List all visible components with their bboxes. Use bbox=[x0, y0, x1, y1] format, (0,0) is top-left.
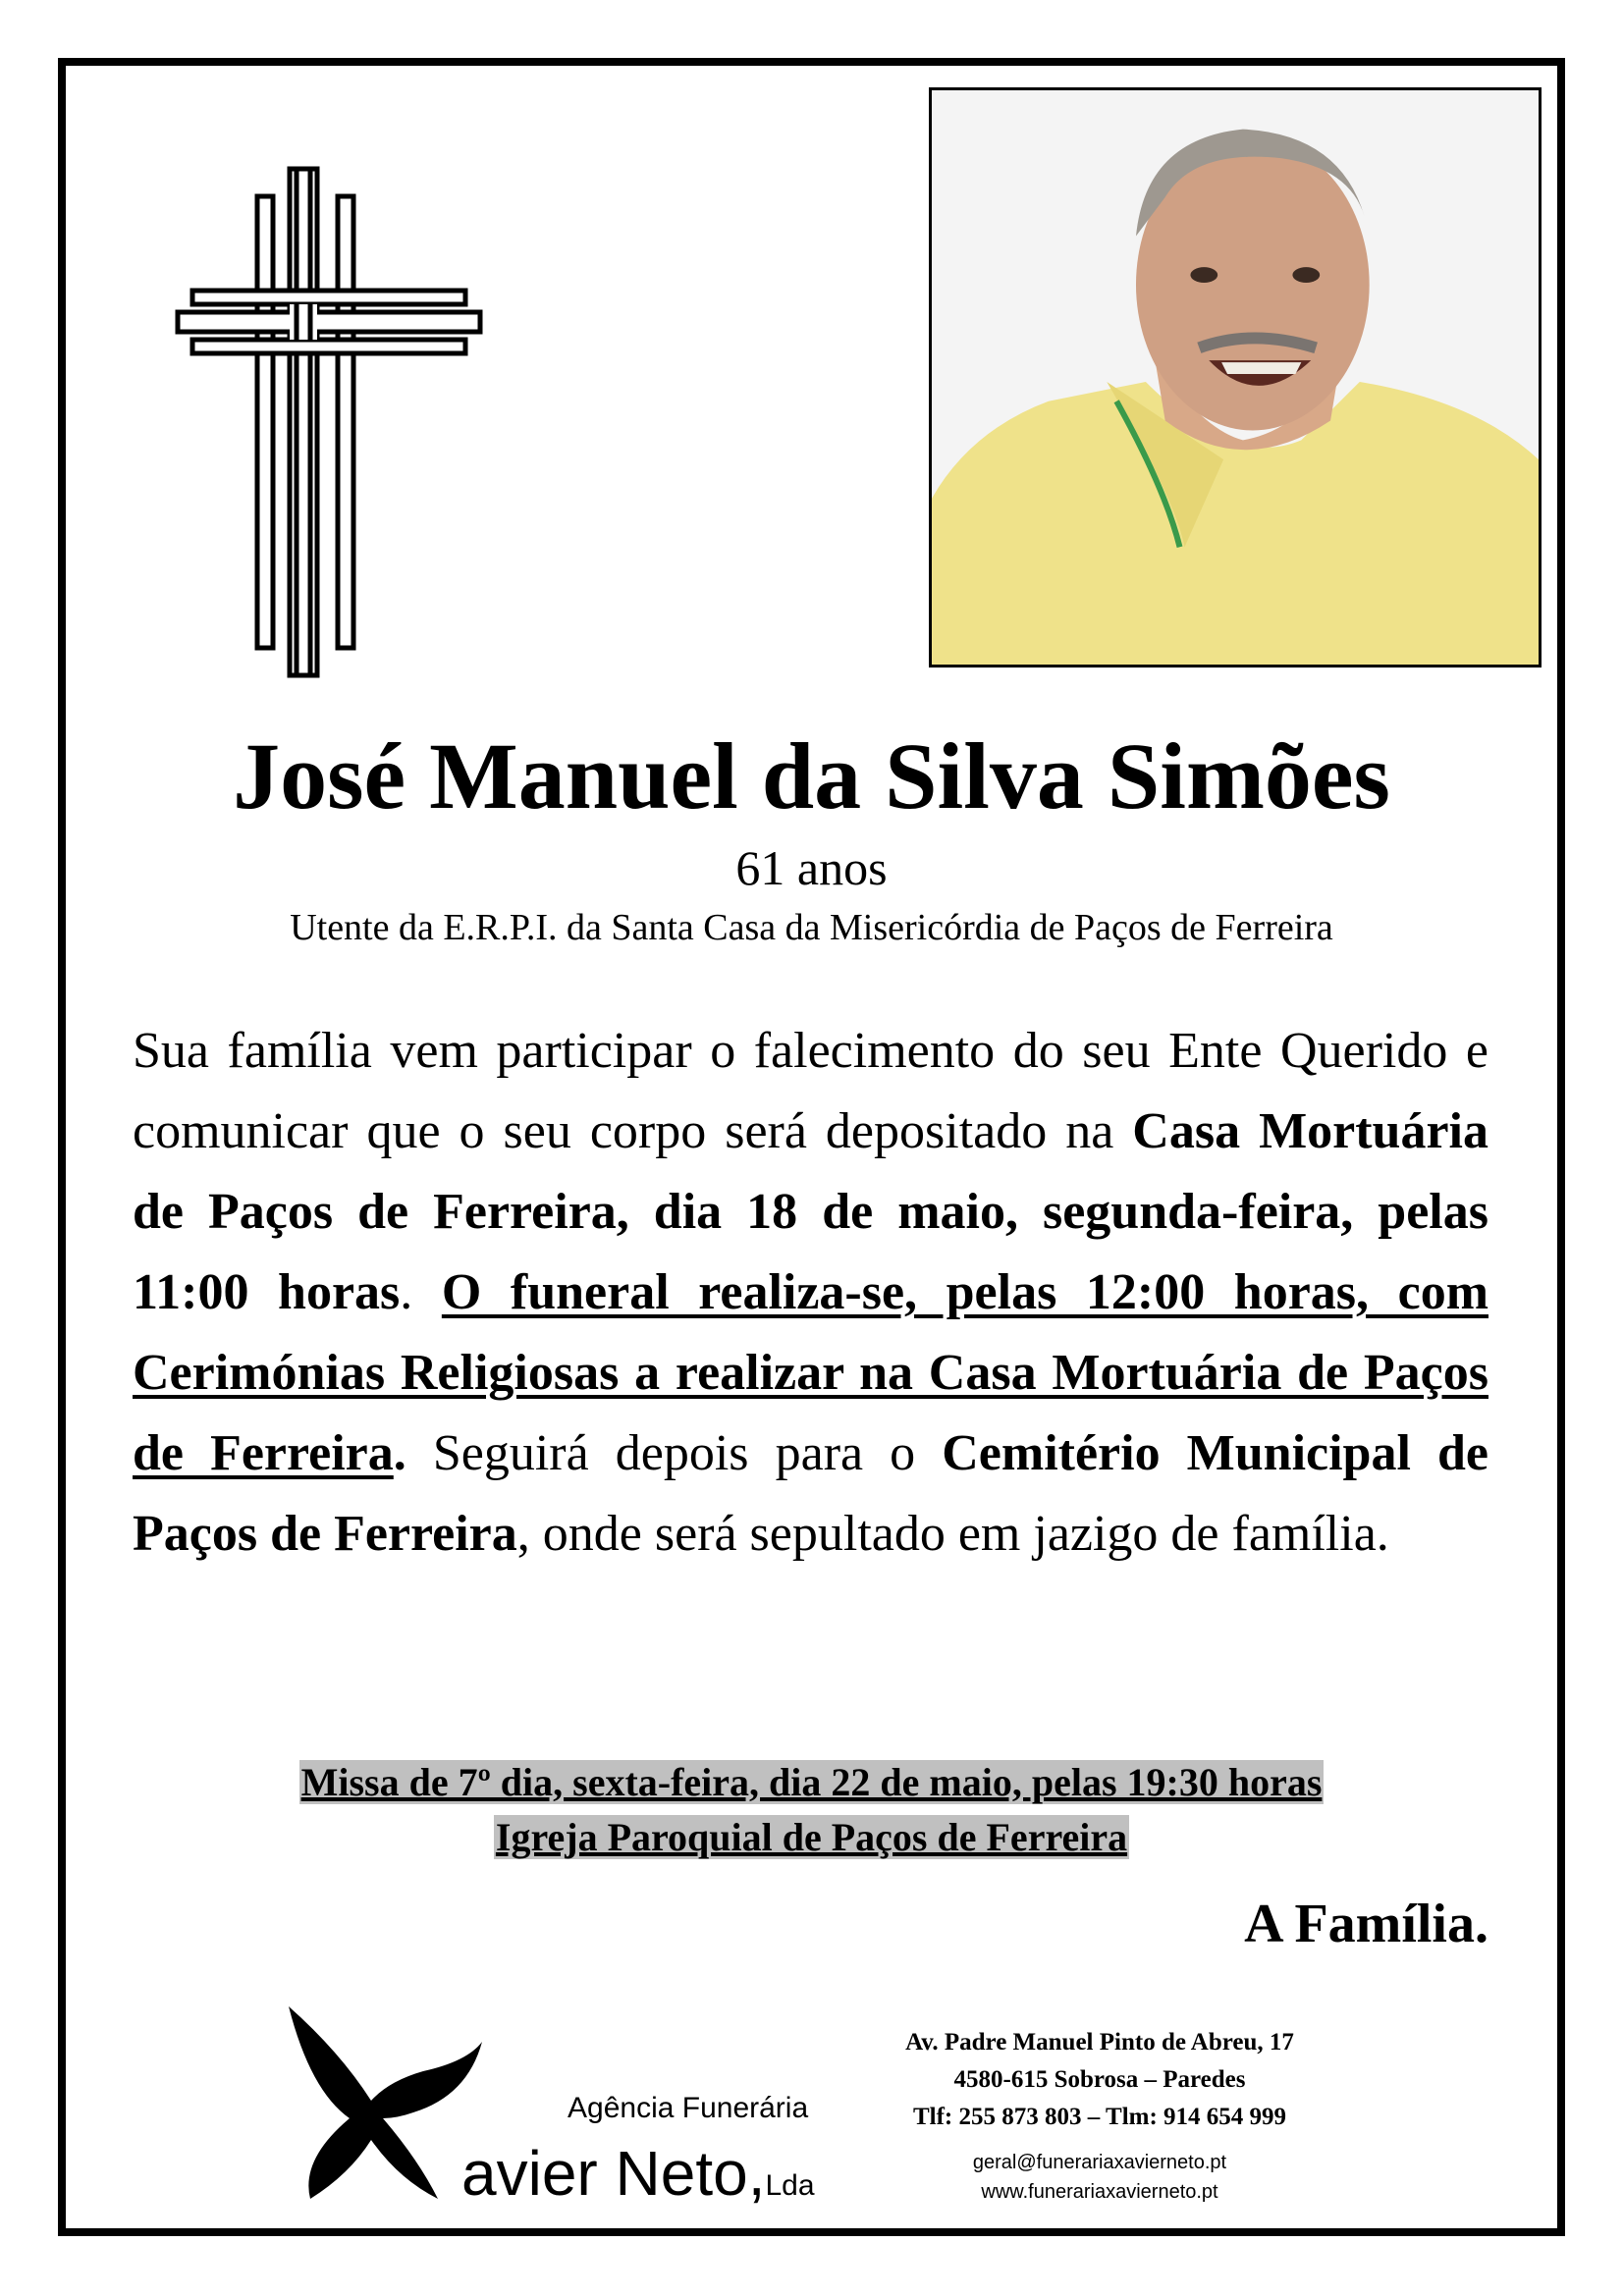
agency-website[interactable]: www.funerariaxavierneto.pt bbox=[981, 2181, 1218, 2203]
agency-email[interactable]: geral@funerariaxavierneto.pt bbox=[972, 2152, 1227, 2173]
christian-cross-icon bbox=[175, 165, 483, 679]
deceased-photo bbox=[929, 87, 1542, 667]
deceased-name: José Manuel da Silva Simões bbox=[233, 723, 1390, 828]
announcement-sep: . bbox=[400, 1264, 442, 1320]
agency-contact bbox=[884, 2024, 1316, 2136]
funeral-details: O funeral realiza-se, pelas 12:00 horas, com Cerimónias Religiosas a realizar na Casa Mortuária de Paços de Ferreira bbox=[133, 1264, 1489, 1481]
announcement-continue: Seguirá depois para o bbox=[406, 1425, 943, 1481]
announcement-intro: Sua família vem participar o falecimento do seu Ente Querido e comunicar que o seu corpo será depositado na bbox=[133, 1023, 1488, 1159]
agency-address-line2: 4580-615 Sobrosa – Paredes bbox=[953, 2066, 1246, 2093]
agency-name bbox=[461, 2138, 815, 2221]
agency-label: Agência Funerária bbox=[568, 2092, 809, 2124]
mass-date-line: Missa de 7º dia, sexta-feira, dia 22 de maio, pelas 19:30 horas bbox=[300, 1760, 1323, 1804]
mass-notice bbox=[0, 1755, 1623, 1865]
agency-web bbox=[884, 2148, 1316, 2207]
funeral-details-end: . bbox=[393, 1425, 406, 1481]
wake-details: Casa Mortuária de Paços de Ferreira, dia 18 de maio, segunda-feira, pelas 11:00 horas bbox=[133, 1103, 1489, 1320]
mass-location-line: Igreja Paroquial de Paços de Ferreira bbox=[495, 1815, 1128, 1859]
agency-address-line1: Av. Padre Manuel Pinto de Abreu, 17 bbox=[905, 2029, 1294, 2056]
announcement-end: , onde será sepultado em jazigo de família. bbox=[516, 1506, 1389, 1562]
deceased-affiliation: Utente da E.R.P.I. da Santa Casa da Misericórdia de Paços de Ferreira bbox=[290, 907, 1333, 948]
agency-suffix: Lda bbox=[765, 2169, 815, 2202]
announcement-text bbox=[133, 1011, 1488, 1575]
x-logo-icon bbox=[281, 2002, 487, 2204]
signature: A Família. bbox=[1244, 1894, 1488, 1954]
agency-phones: Tlf: 255 873 803 – Tlm: 914 654 999 bbox=[912, 2104, 1287, 2130]
agency-name-text: avier Neto, bbox=[461, 2138, 766, 2209]
deceased-age: 61 anos bbox=[735, 840, 888, 895]
cemetery-name: Cemitério Municipal de Paços de Ferreira bbox=[133, 1425, 1488, 1562]
